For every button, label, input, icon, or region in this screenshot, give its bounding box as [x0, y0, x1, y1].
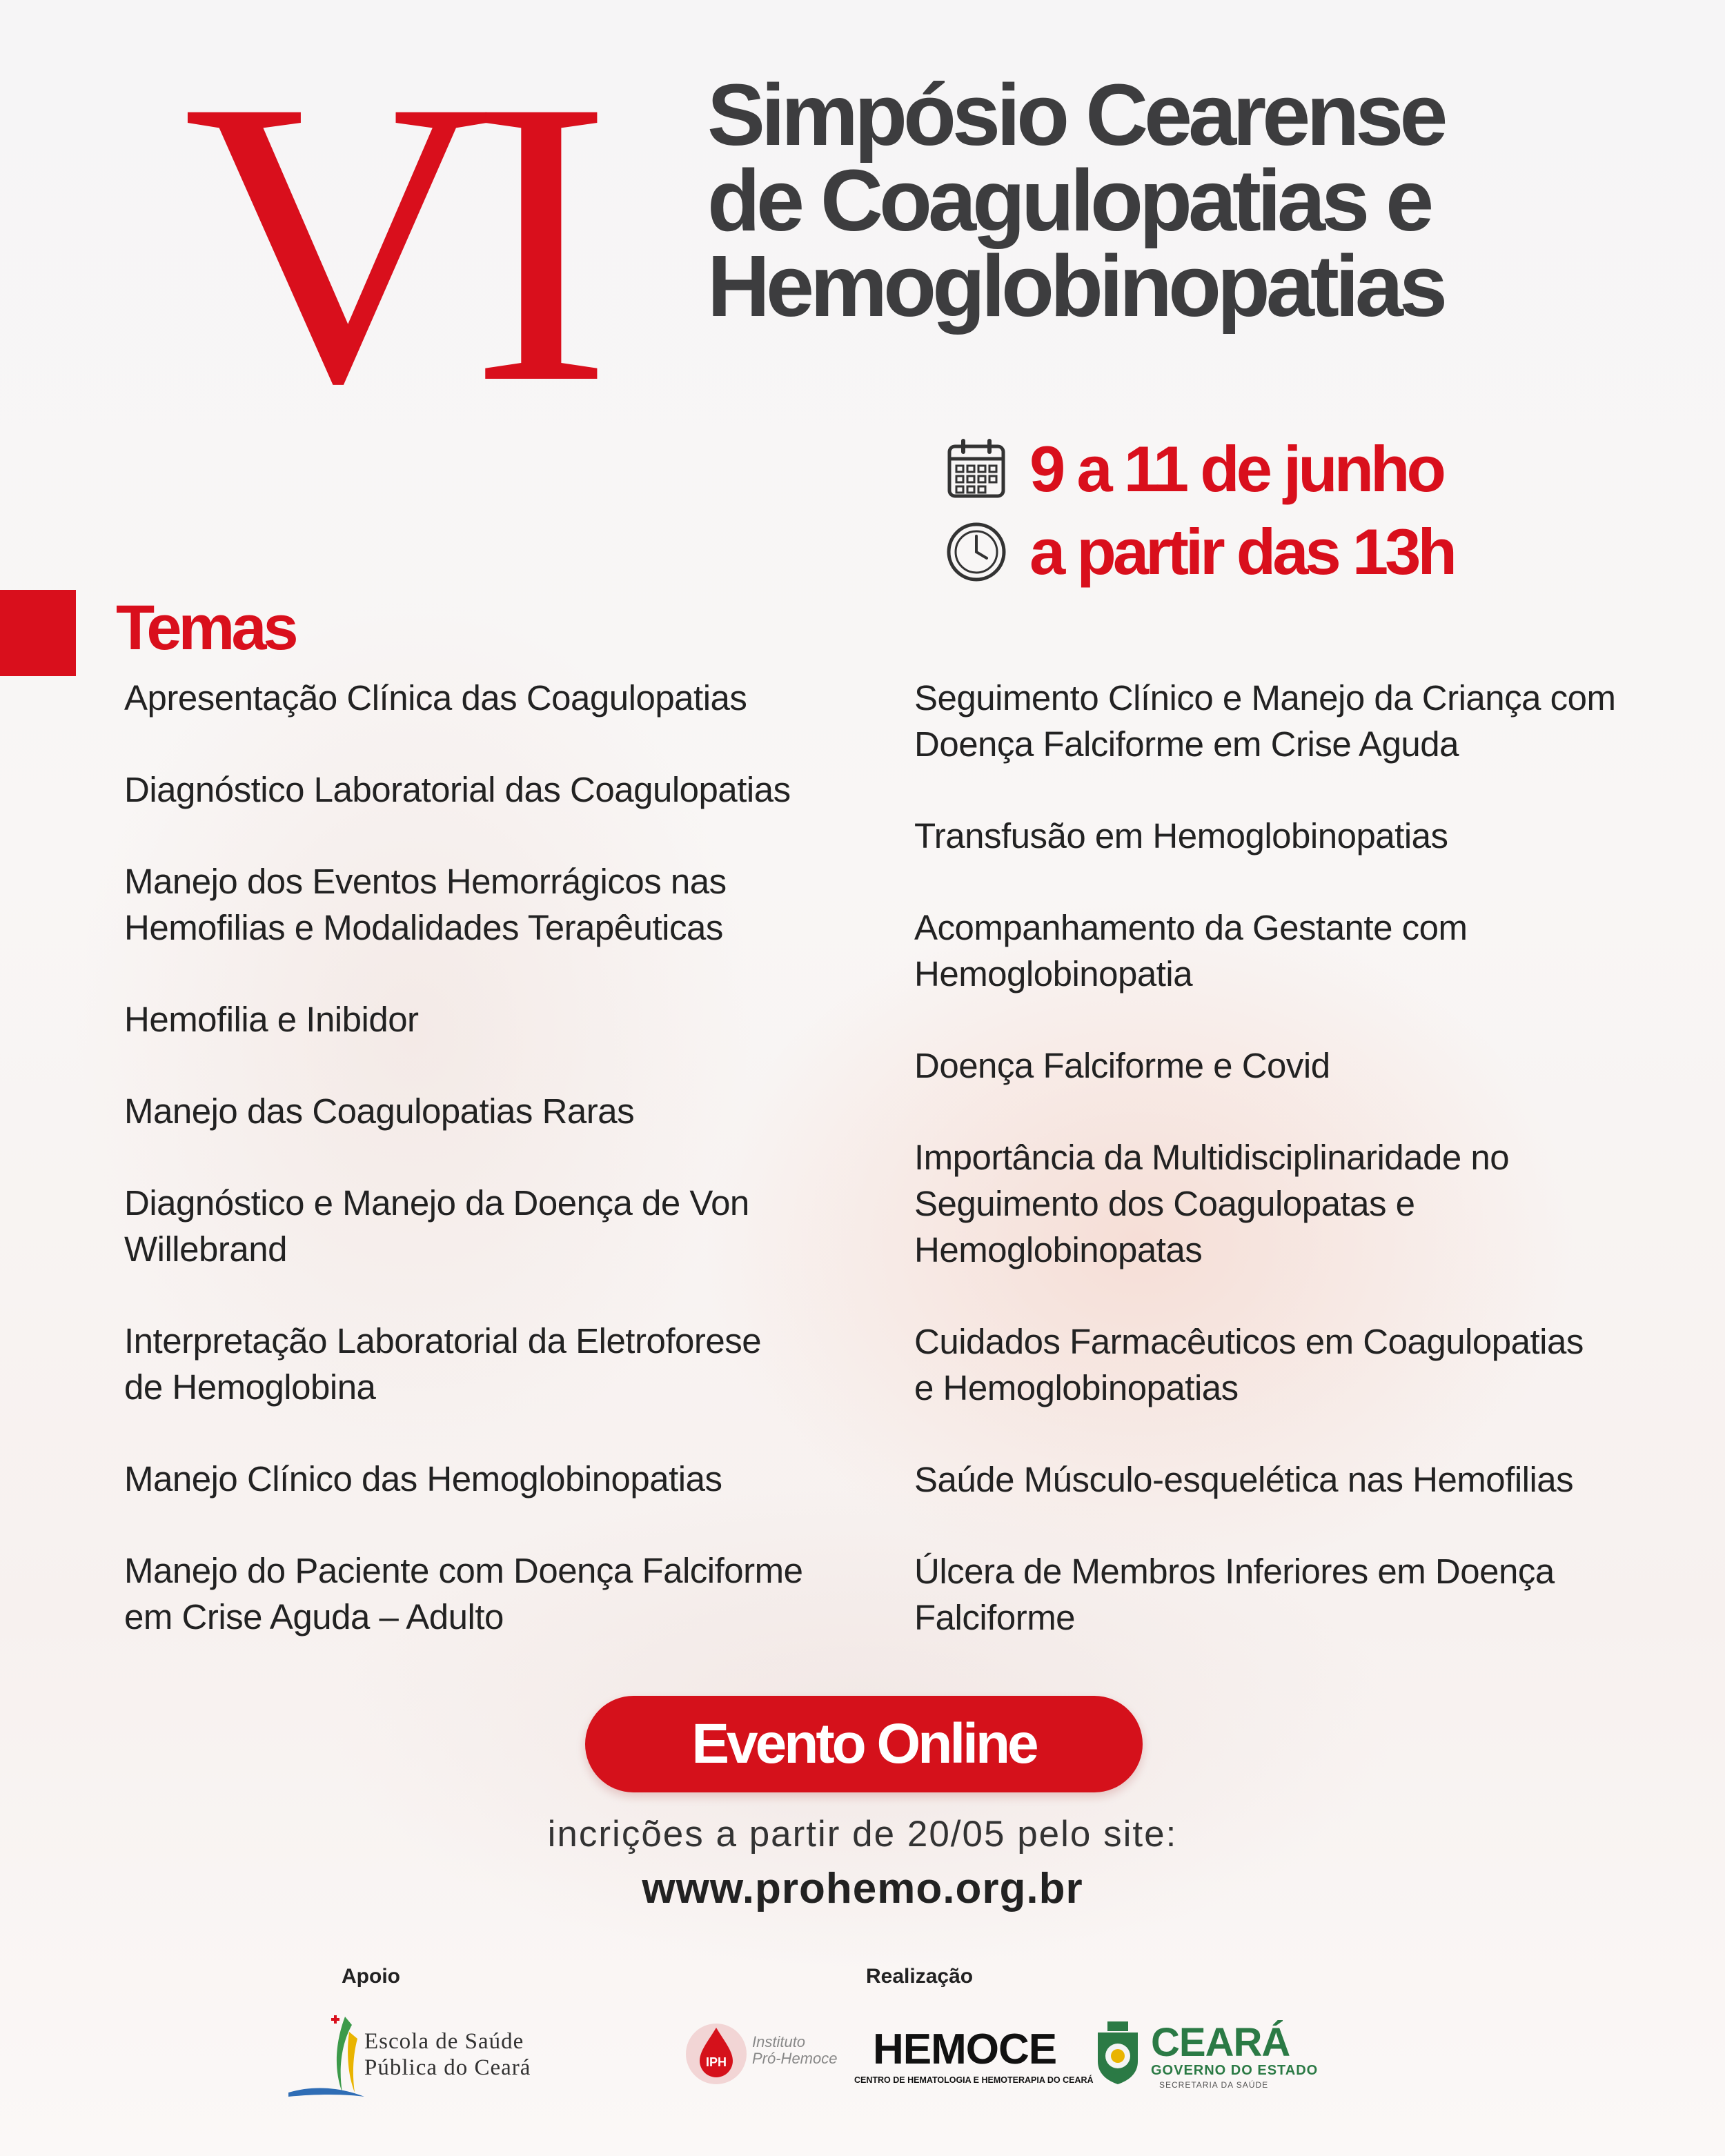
topic-line: Seguimento dos Coagulopatas e [914, 1184, 1415, 1223]
ceara-logo-line: GOVERNO DO ESTADO [1151, 2063, 1319, 2078]
event-title [707, 66, 1444, 335]
topic-line: Willebrand [124, 1229, 287, 1269]
topic-line: Hemofilias e Modalidades Terapêuticas [124, 908, 723, 947]
topic-item [124, 1088, 890, 1134]
topic-item [124, 767, 890, 813]
topic-line: Acompanhamento da Gestante com [914, 908, 1468, 947]
topic-line: Diagnóstico e Manejo da Doença de Von [124, 1183, 749, 1223]
iph-logo-text [752, 2034, 837, 2067]
topic-line: Apresentação Clínica das Coagulopatias [124, 678, 747, 718]
event-time [945, 514, 1454, 590]
topic-line: em Crise Aguda – Adulto [124, 1597, 504, 1636]
realization-label: Realização [866, 1965, 974, 1988]
topic-line: Manejo das Coagulopatias Raras [124, 1091, 635, 1131]
iph-line: Pró-Hemoce [752, 2050, 838, 2067]
title-line: Simpósio Cearense [707, 66, 1444, 164]
topic-line: Hemofilia e Inibidor [124, 1000, 419, 1039]
iph-logo-mark [682, 2018, 751, 2087]
event-date [945, 435, 1443, 504]
topic-line: Transfusão em Hemoglobinopatias [914, 816, 1448, 856]
topic-line: Importância da Multidisciplinaridade no [914, 1138, 1510, 1177]
topic-line: Manejo dos Eventos Hemorrágicos nas [124, 862, 727, 901]
iph-line: Instituto [752, 2033, 806, 2050]
topic-line: Hemoglobinopatas [914, 1230, 1203, 1269]
topic-item [124, 1318, 890, 1410]
topic-item [124, 1456, 890, 1502]
topic-item [914, 1318, 1694, 1411]
title-line: Hemoglobinopatias [707, 237, 1444, 335]
topics-right-column [914, 675, 1694, 1686]
topic-item [914, 675, 1694, 767]
espc-line: Escola de Saúde [364, 2029, 524, 2054]
topic-item [124, 858, 890, 951]
topic-line: Doença Falciforme e Covid [914, 1046, 1330, 1085]
roman-numeral: VI [183, 16, 591, 467]
hemoce-logo: HEMOCE [873, 2026, 1057, 2073]
topics-heading: Temas [116, 593, 295, 663]
topic-item [914, 1134, 1694, 1273]
ceara-seal-icon [1094, 2020, 1142, 2086]
section-marker [0, 590, 76, 676]
topic-line: Doença Falciforme em Crise Aguda [914, 724, 1459, 764]
topic-item [124, 675, 890, 721]
topic-line: Falciforme [914, 1598, 1076, 1637]
topics-left-column [124, 675, 890, 1685]
topic-item [124, 1180, 890, 1272]
topic-line: Cuidados Farmacêuticos em Coagulopatias [914, 1322, 1584, 1361]
iph-mark-text: IPH [705, 2055, 727, 2069]
topic-item [124, 996, 890, 1042]
topic-item [914, 1548, 1694, 1641]
calendar-icon [945, 438, 1007, 500]
topic-line: Manejo do Paciente com Doença Falciforme [124, 1551, 803, 1590]
ceara-logo-line: SECRETARIA DA SAÚDE [1159, 2080, 1269, 2090]
topic-line: Diagnóstico Laboratorial das Coagulopatias [124, 770, 791, 809]
topic-item [914, 813, 1694, 859]
website-link[interactable]: www.prohemo.org.br [642, 1865, 1083, 1912]
topic-line: Seguimento Clínico e Manejo da Criança com [914, 678, 1616, 718]
time-text: a partir das 13h [1029, 515, 1454, 588]
topic-line: Hemoglobinopatia [914, 954, 1193, 993]
topic-item [914, 1456, 1694, 1503]
title-line: de Coagulopatias e [707, 152, 1430, 249]
topic-line: de Hemoglobina [124, 1367, 376, 1407]
registration-text: incrições a partir de 20/05 pelo site: [547, 1814, 1178, 1855]
date-text: 9 a 11 de junho [1029, 433, 1443, 505]
topic-item [914, 1042, 1694, 1089]
clock-icon [945, 521, 1007, 583]
hemoce-subtitle: CENTRO DE HEMATOLOGIA E HEMOTERAPIA DO CEARÁ [854, 2075, 1094, 2085]
topic-line: Manejo Clínico das Hemoglobinopatias [124, 1459, 722, 1499]
support-label: Apoio [342, 1965, 400, 1988]
topic-item [124, 1547, 890, 1640]
topic-line: Úlcera de Membros Inferiores em Doença [914, 1552, 1555, 1591]
ceara-logo: CEARÁ [1151, 2020, 1290, 2065]
espc-logo-text [364, 2028, 531, 2081]
online-event-badge[interactable]: Evento Online [585, 1696, 1143, 1792]
topic-line: Saúde Músculo-esquelética nas Hemofilias [914, 1460, 1574, 1499]
espc-line: Pública do Ceará [364, 2055, 531, 2080]
topic-line: e Hemoglobinopatias [914, 1368, 1239, 1407]
topic-item [914, 904, 1694, 997]
topic-line: Interpretação Laboratorial da Eletroforese [124, 1321, 762, 1361]
